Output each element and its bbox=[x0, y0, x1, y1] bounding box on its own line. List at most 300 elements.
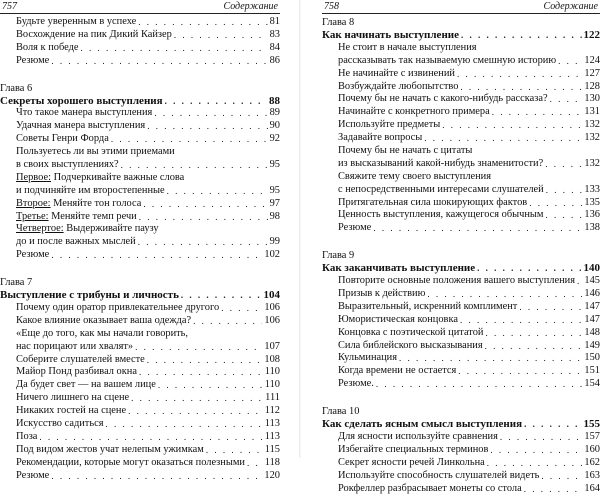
entry-title-text: Как сделать ясным смысл выступления bbox=[322, 418, 522, 430]
page-number: 128 bbox=[584, 81, 600, 94]
entry-line bbox=[322, 222, 600, 235]
dot-leader bbox=[424, 132, 582, 145]
page-number: 164 bbox=[584, 483, 600, 496]
entry-line bbox=[322, 197, 600, 210]
toc-entry bbox=[0, 42, 280, 55]
entry-title bbox=[16, 354, 145, 367]
entry-first-line-text: Почему бы не начать с цитаты bbox=[338, 145, 472, 156]
entry-title bbox=[338, 314, 458, 327]
dot-leader bbox=[529, 197, 582, 210]
entry-title bbox=[338, 158, 543, 171]
entry-line bbox=[322, 327, 600, 340]
toc-entry bbox=[0, 315, 280, 328]
entry-title-text: Майор Понд разбивал окна bbox=[16, 366, 137, 377]
entry-line bbox=[0, 457, 280, 470]
entry-title-text: Поза bbox=[16, 431, 37, 442]
entry-line bbox=[0, 185, 280, 198]
entry-title bbox=[16, 211, 137, 224]
page-number: 113 bbox=[265, 431, 280, 444]
entry-title-text: Да будет свет — на вашем лице bbox=[16, 379, 156, 390]
entry-title-text: Сила библейского высказывания bbox=[338, 340, 483, 351]
page-number: 115 bbox=[265, 444, 280, 457]
page-number: 149 bbox=[584, 340, 600, 353]
toc-entry bbox=[322, 119, 600, 132]
entry-line bbox=[0, 198, 280, 211]
page-number: 138 bbox=[584, 222, 600, 235]
dot-leader bbox=[545, 209, 582, 222]
page-number: 111 bbox=[265, 392, 280, 405]
entry-line bbox=[322, 301, 600, 314]
entry-title bbox=[16, 405, 126, 418]
entry-title-text: Для ясности используйте сравнения bbox=[338, 431, 498, 442]
page-number: 131 bbox=[584, 106, 600, 119]
page-number: 99 bbox=[270, 236, 280, 249]
entry-line bbox=[322, 444, 600, 457]
spacer bbox=[0, 262, 280, 268]
entry-line bbox=[322, 119, 600, 132]
entry-title bbox=[16, 133, 109, 146]
entry-line bbox=[0, 16, 280, 29]
entry-title bbox=[16, 431, 37, 444]
dot-leader bbox=[457, 68, 582, 81]
entry-line bbox=[322, 262, 600, 275]
entry-title-text: Выразительный, искренний комплимент bbox=[338, 301, 517, 312]
entry-line bbox=[322, 106, 600, 119]
entry-line bbox=[0, 159, 280, 172]
page-number: 130 bbox=[584, 93, 600, 106]
entry-title-text: Резюме. bbox=[338, 378, 374, 389]
entry-title-text: Как заканчивать выступление bbox=[322, 262, 475, 274]
entry-title bbox=[338, 457, 485, 470]
entry-line bbox=[0, 470, 280, 483]
entry-line bbox=[0, 95, 280, 108]
page-number: 90 bbox=[270, 120, 280, 133]
left-page bbox=[0, 0, 280, 458]
entry-line bbox=[0, 120, 280, 133]
entry-line bbox=[0, 133, 280, 146]
entry-title bbox=[16, 470, 49, 483]
toc-entry bbox=[322, 275, 600, 288]
entry-title bbox=[338, 483, 522, 496]
toc-entry bbox=[0, 366, 280, 379]
toc-entry bbox=[0, 444, 280, 457]
entry-line bbox=[322, 275, 600, 288]
page-number: 106 bbox=[264, 315, 280, 328]
entry-line bbox=[322, 209, 600, 222]
entry-line bbox=[0, 315, 280, 328]
page-number: 118 bbox=[265, 457, 280, 470]
page-number: 147 bbox=[584, 301, 600, 314]
entry-title-text: Резюме bbox=[16, 249, 49, 260]
toc-entry bbox=[0, 198, 280, 211]
entry-title bbox=[16, 185, 165, 198]
entry-line bbox=[0, 29, 280, 42]
entry-title bbox=[338, 288, 425, 301]
page-number: 83 bbox=[270, 29, 280, 42]
entry-line bbox=[322, 340, 600, 353]
page-number: 148 bbox=[584, 327, 600, 340]
dot-leader bbox=[80, 42, 267, 55]
right-header-rule bbox=[322, 13, 600, 14]
entry-title bbox=[338, 68, 455, 81]
entry-title-text: Почему бы не начать с какого-нибудь рассказа? bbox=[338, 93, 548, 104]
entry-title-text: Искусство садиться bbox=[16, 418, 103, 429]
toc-entry bbox=[0, 418, 280, 431]
entry-title bbox=[16, 302, 219, 315]
entry-title-text: Никаких гостей на сцене bbox=[16, 405, 126, 416]
page-number: 135 bbox=[584, 197, 600, 210]
entry-line bbox=[322, 132, 600, 145]
entry-title bbox=[338, 106, 490, 119]
entry-emphasis: Третье: bbox=[16, 211, 49, 222]
dot-leader bbox=[485, 340, 583, 353]
toc-entry bbox=[322, 431, 600, 444]
entry-first-line-text: Пользуетесь ли вы этими приемами bbox=[16, 146, 175, 157]
entry-title-text: Меняйте темп речи bbox=[49, 211, 137, 222]
section-entry bbox=[322, 29, 600, 42]
entry-title bbox=[322, 262, 475, 275]
entry-line bbox=[0, 302, 280, 315]
dot-leader bbox=[51, 55, 267, 68]
page-number: 154 bbox=[584, 378, 600, 391]
entry-first-line-text: Подчеркивайте важные слова bbox=[51, 172, 184, 183]
entry-line bbox=[322, 55, 600, 68]
entry-title bbox=[338, 275, 575, 288]
spacer bbox=[322, 235, 600, 241]
page-number: 92 bbox=[270, 133, 280, 146]
section-entry bbox=[0, 95, 280, 108]
entry-title-text: Не начинайте с извинений bbox=[338, 68, 455, 79]
dot-leader bbox=[121, 159, 268, 172]
page-number: 110 bbox=[265, 366, 280, 379]
toc-entry bbox=[0, 211, 280, 224]
dot-leader bbox=[206, 444, 263, 457]
toc-entry bbox=[0, 223, 280, 249]
dot-leader bbox=[519, 301, 582, 314]
entry-title-text: Ничего лишнего на сцене bbox=[16, 392, 129, 403]
left-page-header bbox=[0, 1, 280, 13]
dot-leader bbox=[458, 365, 582, 378]
dot-leader bbox=[128, 405, 263, 418]
entry-title bbox=[338, 184, 544, 197]
toc-entry bbox=[322, 301, 600, 314]
entry-line bbox=[0, 211, 280, 224]
toc-entry bbox=[322, 352, 600, 365]
entry-title-text: Резюме bbox=[16, 55, 49, 66]
left-toc bbox=[0, 16, 280, 483]
toc-entry bbox=[322, 93, 600, 106]
entry-first-line bbox=[0, 146, 280, 159]
entry-line bbox=[0, 289, 280, 302]
entry-line bbox=[322, 29, 600, 42]
page-number: 124 bbox=[584, 55, 600, 68]
entry-title bbox=[338, 327, 483, 340]
toc-entry bbox=[322, 340, 600, 353]
entry-line bbox=[0, 379, 280, 392]
entry-line bbox=[322, 93, 600, 106]
page-number: 106 bbox=[264, 302, 280, 315]
entry-title-text: Кульминация bbox=[338, 352, 397, 363]
section-entry bbox=[322, 418, 600, 431]
entry-title-text: Концовка с поэтической цитатой bbox=[338, 327, 483, 338]
entry-title-text: Используйте способность слушателей видеть bbox=[338, 470, 539, 481]
toc-entry bbox=[322, 132, 600, 145]
entry-title-text: Избегайте специальных терминов bbox=[338, 444, 488, 455]
entry-title bbox=[16, 236, 136, 249]
right-running-title: Содержание bbox=[543, 1, 598, 12]
section-entry bbox=[0, 289, 280, 302]
chapter-heading: Глава 7 bbox=[0, 276, 280, 289]
entry-title bbox=[338, 444, 488, 457]
entry-first-line-text: Свяжите тему своего выступления bbox=[338, 171, 491, 182]
page-number: 102 bbox=[264, 249, 280, 262]
entry-title bbox=[338, 209, 543, 222]
entry-title-text: Восхождение на пик Дикий Кайзер bbox=[16, 29, 172, 40]
dot-leader bbox=[105, 418, 262, 431]
toc-entry bbox=[0, 302, 280, 315]
toc-entry bbox=[0, 328, 280, 354]
entry-title bbox=[338, 93, 548, 106]
entry-title-text: нас порицают или хвалят» bbox=[16, 341, 133, 352]
entry-title-text: Советы Генри Форда bbox=[16, 133, 109, 144]
dot-leader bbox=[477, 262, 581, 275]
entry-first-line-text: Выдерживайте паузу bbox=[64, 223, 159, 234]
entry-first-line bbox=[322, 42, 600, 55]
entry-line bbox=[0, 418, 280, 431]
entry-title-text: Призыв к действию bbox=[338, 288, 425, 299]
entry-title bbox=[16, 159, 119, 172]
entry-title-text: Почему один оратор привлекательнее другого bbox=[16, 302, 219, 313]
entry-title bbox=[338, 197, 527, 210]
entry-title-text: Меняйте тон голоса bbox=[51, 198, 142, 209]
entry-line bbox=[0, 341, 280, 354]
toc-entry bbox=[0, 120, 280, 133]
entry-title-text: Будьте уверенным в успехе bbox=[16, 16, 136, 27]
page-number: 107 bbox=[264, 341, 280, 354]
page-number: 162 bbox=[584, 457, 600, 470]
dot-leader bbox=[147, 120, 267, 133]
entry-title-text: Рекомендации, которые могут оказаться полезными bbox=[16, 457, 245, 468]
entry-line bbox=[322, 378, 600, 391]
toc-entry bbox=[322, 197, 600, 210]
entry-title-text: Воля к победе bbox=[16, 42, 78, 53]
entry-title-text: и подчиняйте им второстепенные bbox=[16, 185, 165, 196]
entry-first-line bbox=[0, 223, 280, 236]
dot-leader bbox=[461, 29, 581, 42]
entry-line bbox=[322, 288, 600, 301]
toc-entry bbox=[0, 16, 280, 29]
entry-title-text: Начинайте с конкретного примера bbox=[338, 106, 490, 117]
entry-title bbox=[16, 366, 137, 379]
entry-title bbox=[16, 198, 141, 211]
dot-leader bbox=[131, 392, 263, 405]
right-toc bbox=[322, 16, 600, 496]
toc-entry bbox=[322, 222, 600, 235]
dot-leader bbox=[39, 431, 262, 444]
toc-entry bbox=[0, 354, 280, 367]
spacer bbox=[322, 391, 600, 397]
entry-title-text: Секрет ясности речей Линкольна bbox=[338, 457, 485, 468]
toc-entry bbox=[322, 145, 600, 171]
entry-first-line bbox=[0, 328, 280, 341]
right-page-number: 758 bbox=[324, 1, 339, 12]
dot-leader bbox=[460, 314, 582, 327]
toc-entry bbox=[0, 29, 280, 42]
toc-entry bbox=[0, 107, 280, 120]
entry-title-text: Повторите основные положения вашего выступления bbox=[338, 275, 575, 286]
page-number: 98 bbox=[270, 211, 280, 224]
entry-title bbox=[16, 16, 136, 29]
dot-leader bbox=[546, 184, 583, 197]
toc-entry bbox=[0, 457, 280, 470]
dot-leader bbox=[545, 158, 582, 171]
entry-title bbox=[16, 42, 78, 55]
toc-entry bbox=[0, 172, 280, 198]
entry-title bbox=[16, 418, 103, 431]
entry-title bbox=[338, 222, 371, 235]
page-number: 133 bbox=[584, 184, 600, 197]
entry-title bbox=[16, 315, 191, 328]
toc-entry bbox=[0, 405, 280, 418]
entry-title bbox=[338, 81, 458, 94]
entry-line bbox=[322, 81, 600, 94]
toc-entry bbox=[322, 314, 600, 327]
page-number: 88 bbox=[269, 95, 280, 108]
page-number: 95 bbox=[270, 159, 280, 172]
dot-leader bbox=[51, 249, 262, 262]
dot-leader bbox=[490, 444, 582, 457]
page-number: 104 bbox=[264, 289, 281, 302]
page-number: 157 bbox=[584, 431, 600, 444]
entry-title-text: Под видом жестов учат нелепым ужимкам bbox=[16, 444, 204, 455]
entry-title-text: Резюме bbox=[16, 470, 49, 481]
entry-line bbox=[0, 55, 280, 68]
page-number: 108 bbox=[264, 354, 280, 367]
entry-title-text: Когда времени не остается bbox=[338, 365, 456, 376]
dot-leader bbox=[143, 198, 267, 211]
page-number: 163 bbox=[584, 470, 600, 483]
entry-title bbox=[322, 418, 522, 431]
entry-title bbox=[338, 132, 422, 145]
entry-title-text: с непосредственными интересами слушателей bbox=[338, 184, 544, 195]
toc-entry bbox=[0, 470, 280, 483]
toc-entry bbox=[322, 288, 600, 301]
entry-title-text: Какое влияние оказывает ваша одежда? bbox=[16, 315, 191, 326]
toc-entry bbox=[322, 209, 600, 222]
entry-title bbox=[338, 470, 539, 483]
entry-title-text: Как начинать выступление bbox=[322, 29, 459, 41]
entry-title-text: из высказываний какой-нибудь знаменитости? bbox=[338, 158, 543, 169]
dot-leader bbox=[524, 418, 581, 431]
toc-entry bbox=[322, 378, 600, 391]
page-number: 146 bbox=[584, 288, 600, 301]
entry-line bbox=[322, 68, 600, 81]
dot-leader bbox=[51, 470, 262, 483]
page-number: 136 bbox=[584, 209, 600, 222]
entry-title bbox=[16, 107, 152, 120]
dot-leader bbox=[165, 95, 267, 108]
entry-line bbox=[322, 457, 600, 470]
entry-title bbox=[16, 55, 49, 68]
dot-leader bbox=[558, 55, 582, 68]
entry-first-line bbox=[0, 172, 280, 185]
right-page bbox=[322, 0, 600, 458]
page-number: 84 bbox=[270, 42, 280, 55]
chapter-heading: Глава 6 bbox=[0, 82, 280, 95]
entry-line bbox=[322, 314, 600, 327]
dot-leader bbox=[111, 133, 268, 146]
page-number: 112 bbox=[265, 405, 280, 418]
entry-title bbox=[338, 55, 556, 68]
dot-leader bbox=[373, 222, 582, 235]
dot-leader bbox=[487, 457, 583, 470]
dot-leader bbox=[492, 106, 583, 119]
entry-line bbox=[322, 483, 600, 496]
dot-leader bbox=[138, 16, 267, 29]
dot-leader bbox=[541, 470, 582, 483]
entry-title-text: Задавайте вопросы bbox=[338, 132, 422, 143]
toc-entry bbox=[322, 444, 600, 457]
entry-title bbox=[16, 444, 204, 457]
page-number: 155 bbox=[584, 418, 600, 431]
entry-line bbox=[322, 352, 600, 365]
entry-line bbox=[322, 418, 600, 431]
dot-leader bbox=[139, 366, 263, 379]
dot-leader bbox=[550, 93, 583, 106]
page-number: 86 bbox=[270, 55, 280, 68]
entry-line bbox=[0, 392, 280, 405]
toc-entry bbox=[0, 146, 280, 172]
entry-title bbox=[0, 289, 179, 302]
entry-title-text: Используйте предметы bbox=[338, 119, 440, 130]
page-number: 110 bbox=[265, 379, 280, 392]
entry-first-line bbox=[322, 171, 600, 184]
toc-entry bbox=[322, 365, 600, 378]
entry-line bbox=[0, 366, 280, 379]
toc-entry bbox=[0, 249, 280, 262]
dot-leader bbox=[500, 431, 583, 444]
page-number: 95 bbox=[270, 185, 280, 198]
entry-emphasis: Четвертое: bbox=[16, 223, 64, 234]
entry-title-text: Что такое манера выступления bbox=[16, 107, 152, 118]
page-gutter bbox=[299, 0, 301, 458]
page-number: 89 bbox=[270, 107, 280, 120]
toc-entry bbox=[322, 68, 600, 81]
entry-title-text: в своих выступлениях? bbox=[16, 159, 119, 170]
toc-entry bbox=[322, 470, 600, 483]
entry-title bbox=[16, 341, 133, 354]
page-number: 140 bbox=[584, 262, 600, 275]
toc-entry bbox=[0, 379, 280, 392]
chapter-heading: Глава 8 bbox=[322, 16, 600, 29]
entry-title-text: до и после важных мыслей bbox=[16, 236, 136, 247]
entry-title bbox=[338, 352, 397, 365]
entry-title-text: Притягательная сила шокирующих фактов bbox=[338, 197, 527, 208]
left-running-title: Содержание bbox=[223, 1, 278, 12]
page-number: 132 bbox=[584, 119, 600, 132]
entry-title-text: Ценность выступления, кажущегося обычным bbox=[338, 209, 543, 220]
entry-title-text: Секреты хорошего выступления bbox=[0, 95, 163, 107]
entry-line bbox=[322, 470, 600, 483]
toc-entry bbox=[322, 457, 600, 470]
dot-leader bbox=[174, 29, 268, 42]
page-number: 122 bbox=[584, 29, 600, 42]
dot-leader bbox=[442, 119, 582, 132]
page-number: 81 bbox=[270, 16, 280, 29]
page-number: 120 bbox=[264, 470, 280, 483]
entry-title bbox=[338, 378, 374, 391]
entry-title bbox=[322, 29, 459, 42]
